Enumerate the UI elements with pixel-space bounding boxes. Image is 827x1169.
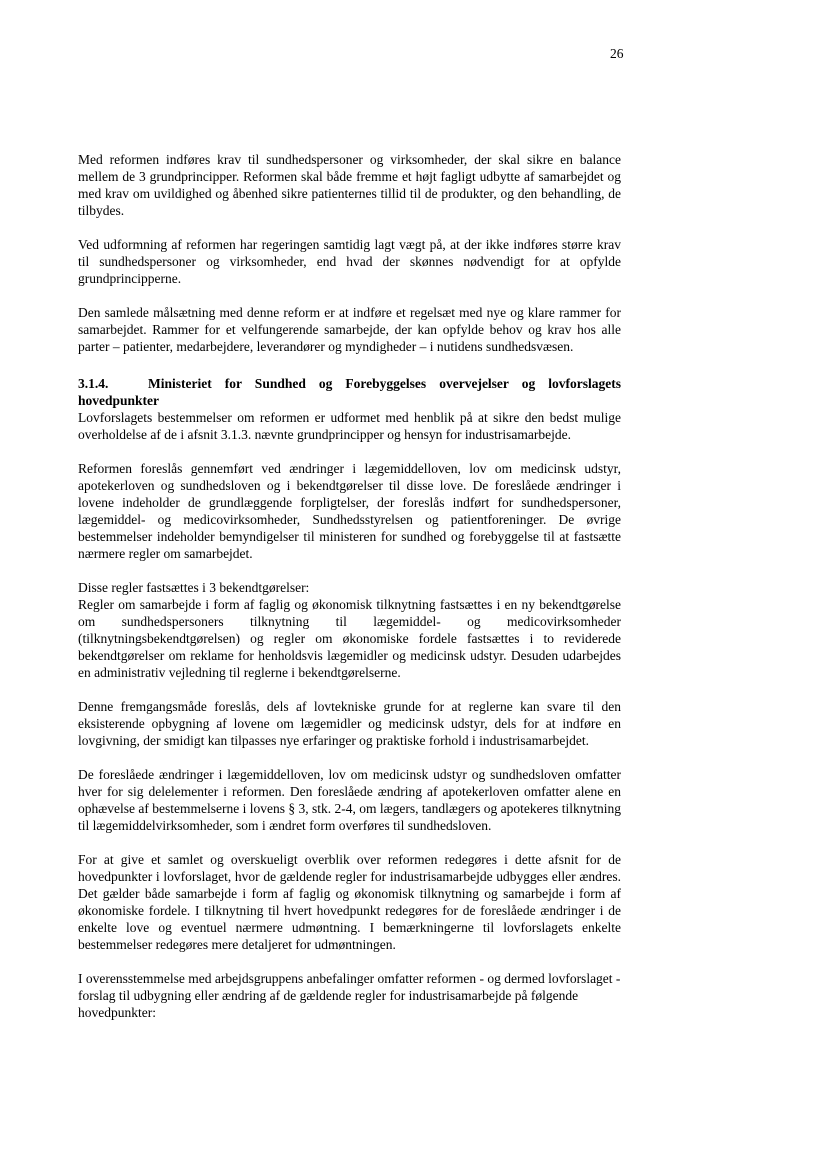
paragraph-bekendtgoerelser [78,579,621,681]
paragraph-lovforslagets-bestemmelser: Lovforslagets bestemmelser om reformen er udformet med henblik på at sikre den bedst mulige overholdelse af de i afsnit 3.1.3. nævnte grundprincipper og hensyn for industrisamarbejde. [78,410,621,442]
paragraph-foreslaaede-aendringer: De foreslåede ændringer i lægemiddelloven, lov om medicinsk udstyr og sundhedsloven omfatter hver for sig delelementer i reformen. Den foreslåede ændring af apotekerloven omfatter alene en ophævelse af bestemmelserne i lovens § 3, stk. 2-4, om lægers, tandlægers og apotekeres tilknytning til lægemiddelvirksomheder, som i ændret form overføres til sundhedsloven. [78,767,621,833]
paragraph-reform-balance: Med reformen indføres krav til sundhedspersoner og virksomheder, der skal sikre en balance mellem de 3 grundprincipper. Reformen skal både fremme et højt fagligt udbytte af samarbejdet og med krav om uvildighed og åbenhed sikre patienternes tillid til de produkter, og den behandling, de tilbydes. [78,152,621,218]
section-title: Ministeriet for Sundhed og Forebyggelses overvejelser og lovforslagets hovedpunkter [78,376,621,408]
paragraph-fremgangsmaade: Denne fremgangsmåde foreslås, dels af lovtekniske grunde for at reglerne kan svare til den eksisterende opbygning af lovene om lægemidler og medicinsk udstyr, dels for at indføre en lovgivning, der smidigt kan tilpasses nye erfaringer og praktiske forhold i industrisamarbejdet. [78,699,621,748]
section-number: 3.1.4. [78,376,109,391]
paragraph-maalsaetning: Den samlede målsætning med denne reform er at indføre et regelsæt med nye og klare rammer for samarbejdet. Rammer for et velfungerende samarbejde, der kan opfylde behov og krav hos alle parter – patienter, medarbejdere, leverandører og myndigheder – i nutidens sundhedsvæsen. [78,305,621,354]
paragraph-reformen-foreslaas: Reformen foreslås gennemført ved ændringer i lægemiddelloven, lov om medicinsk udstyr, apotekerloven og sundhedsloven og i bekendtgørelser til disse love. De foreslåede ændringer i lovene indeholder de grundlæggende forpligtelser, der foreslås indført for sundhedspersoner, lægemiddel- og medicovirksomheder, Sundhedsstyrelsen og patientforeninger. De øvrige bestemmelser indeholder bemyndigelser til ministeren for sundhed og forebyggelse til at fastsætte nærmere regler om samarbejdet. [78,461,621,561]
paragraph-udformning: Ved udformning af reformen har regeringen samtidig lagt vægt på, at der ikke indføres større krav til sundhedspersoner og virksomheder, end hvad der skønnes nødvendigt for at opfylde grundprincipperne. [78,237,621,286]
paragraph-overensstemmelse: I overensstemmelse med arbejdsgruppens anbefalinger omfatter reformen - og dermed lovforslaget - forslag til udbygning eller ændring af de gældende regler for industrisamarbejde på følgende hovedpunkter: [78,971,621,1020]
bekendtgoerelser-body: Regler om samarbejde i form af faglig og økonomisk tilknytning fastsættes i en ny bekendtgørelse om sundhedspersoners tilknytning til lægemiddel- og medicovirksomheder (tilknytningsbekendtgørelsen) og regler om økonomiske fordele fastsættes i to reviderede bekendtgørelser om reklame for henholdsvis lægemidler og medicinsk udstyr. Desuden udarbejdes en administrativ vejledning til reglerne i bekendtgørelserne. [78,597,621,680]
paragraph-overblik: For at give et samlet og overskueligt overblik over reformen redegøres i dette afsnit for de hovedpunkter i lovforslaget, hvor de gældende regler for industrisamarbejde udbygges eller ændres. Det gælder både samarbejde i form af faglig og økonomisk tilknytning og samarbejde i form af økonomiske fordele. I tilknytning til hvert hovedpunkt redegøres for de foreslåede ændringer i de enkelte love og eventuel nærmere udmøntning. I bemærkningerne til lovforslagets enkelte bestemmelser redegøres mere detaljeret for udmøntningen. [78,852,621,952]
bekendtgoerelser-intro-line: Disse regler fastsættes i 3 bekendtgørelser: [78,580,310,595]
page-number: 26 [610,46,624,61]
document-content [78,151,621,1038]
section-heading [78,375,621,409]
